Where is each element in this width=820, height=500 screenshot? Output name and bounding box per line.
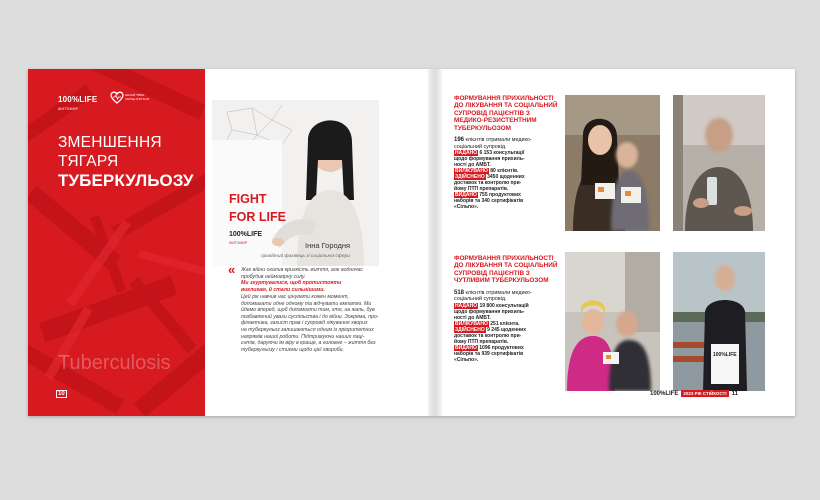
stat-text: 755 продуктових [479, 192, 521, 199]
title-line: ТУБЕРКУЛЬОЗОМ [454, 124, 511, 132]
quote-red-1: Ми згуртувалися, щоб протистояти [241, 280, 342, 287]
quote-red-2: викликам, й стали сильнішими. [241, 286, 325, 293]
page-number-right: 11 [731, 390, 738, 397]
stat-text: доставок та контролю при- [454, 180, 522, 187]
title-line-1: ЗМЕНШЕННЯ [58, 134, 162, 151]
stat-tag: ВИЛІКУВАНО [455, 168, 488, 175]
photo-man-bottle [673, 95, 765, 231]
stat-text: ності до АМБТ. [454, 314, 491, 321]
stat-text: йому ПТП препаратів. [454, 186, 509, 193]
stat-text: «Сільпо». [454, 204, 479, 211]
lead-text: клієнтів отримали медико- [465, 137, 532, 144]
photo-illustration [673, 95, 765, 231]
body-paragraph [241, 294, 391, 353]
logo-100-life: 100%LIFE [58, 95, 98, 104]
stat-text: 3450 щоденних [487, 174, 525, 181]
quote-line-1: Жах війни оголив крихкість життя, але водночас [241, 267, 364, 273]
heart-logo-icon [110, 91, 124, 105]
stat-text: наборів та 340 сертифікатів [454, 198, 524, 205]
title-bold: ТУБЕРКУЛЬОЗУ [58, 171, 194, 190]
stat-tag: ВИДАНО [455, 192, 477, 199]
banner-city: ЖИТОМИР [229, 241, 248, 245]
body-line: допомагати одне одному та відчувати емпатію. Ми [241, 300, 372, 307]
stat-tag: ЗДІЙСНЕНО [455, 174, 485, 181]
body-line: йдемо вперед, щоб допомогти тим, хто, на жаль, був [241, 307, 375, 314]
photo-illustration [565, 95, 660, 231]
book-spine [428, 69, 442, 416]
stat-text: ності до АМБТ. [454, 162, 491, 169]
person-name: Інна Городня [305, 241, 351, 250]
stat-text: 251 клієнта. [490, 320, 520, 327]
title-line: СУПРОВІД ПАЦІЄНТІВ З [454, 109, 530, 117]
photo-illustration [673, 252, 765, 391]
photo-women-outdoor [565, 252, 660, 391]
title-line-2: ТЯГАРЯ [58, 153, 119, 170]
photo-women-leaflets [565, 95, 660, 231]
stat-text: «Сільпо». [454, 356, 479, 363]
person-photo [212, 100, 379, 266]
body-line: напрямів нашої роботи. Підтримуючи наших паці- [241, 333, 365, 340]
person-role: провідний фахівець зі соціальної сфери [261, 254, 350, 259]
lead-number: 196 [454, 137, 465, 144]
stat-text: йому ПТП препаратів. [454, 338, 509, 345]
stat-text: доставок та контролю при- [454, 332, 522, 339]
bag-logo: 100%LIFE [713, 352, 737, 358]
banner-fight: FIGHT [229, 192, 267, 206]
body-line: філактика, захист прав і супровід лікування хворих [241, 320, 368, 327]
quote-icon: « [228, 262, 236, 277]
title-line: МЕДИКО-РЕЗИСТЕНТНИМ [454, 117, 537, 125]
banner-for-life: FOR LIFE [229, 210, 286, 224]
footer-logo: 100%LIFE [650, 390, 679, 397]
stat-text: 19 800 консультацій [479, 302, 529, 309]
body-line: на туберкульоз залишаються одним із пріоритетних [241, 326, 374, 333]
stat-text: 80 клієнтів. [490, 168, 519, 175]
lead-number: 518 [454, 289, 465, 296]
stat-tag: НАДАНО [455, 302, 478, 309]
body-line: Цей рік навчив нас цінувати кожен момент, [241, 294, 349, 300]
title-line: СУПРОВІД ПАЦІЄНТІВ З [454, 269, 530, 277]
stat-text: 1096 продуктових [479, 344, 524, 351]
photo-illustration [565, 252, 660, 391]
logo-city: ЖИТОМИР [58, 107, 79, 111]
body-line: єнтів, даруючи їм віру в краще, а головне – життя без [241, 340, 376, 347]
lead-text: соціальний супровід. [454, 296, 507, 303]
footer-right [650, 390, 738, 397]
partner-text: НЕХАЙ ТВОЄ СЕРЦЕ Б'ЄТЬСЯ [125, 93, 149, 101]
footer-year: 2023 РІК СТІЙКОСТІ [683, 391, 727, 396]
lead-text: соціальний супровід. [454, 143, 507, 150]
brochure-spread [28, 69, 795, 416]
quote-line-2: пробудив неймовірну силу. [241, 273, 306, 280]
stat-text: щодо формування прихиль- [454, 156, 525, 163]
body-line: позбавлений уваги суспільства і до війни. Зокрема, про- [241, 313, 379, 320]
title-line: ФОРМУВАННЯ ПРИХИЛЬНОСТІ [454, 255, 554, 262]
stat-tag: ВИЛІКУВАНО [455, 320, 488, 327]
title-line: ФОРМУВАННЯ ПРИХИЛЬНОСТІ [454, 95, 554, 102]
banner-logo: 100%LIFE [229, 231, 263, 238]
stat-text: 9 245 щоденних [487, 326, 527, 333]
title-line: ЧУТЛИВИМ ТУБЕРКУЛЬОЗОМ [454, 277, 549, 285]
stat-text: наборів та 939 сертифікатів [454, 350, 524, 357]
stat-text: 6 153 консультації [479, 150, 525, 157]
red-cover-panel [28, 69, 205, 416]
title-line: ДО ЛІКУВАННЯ ТА СОЦІАЛЬНИЙ [454, 102, 558, 110]
title-light [58, 133, 162, 171]
stat-tag: ВИДАНО [455, 344, 477, 351]
photo-man-bag [673, 252, 765, 391]
page-number-left: 10 [58, 391, 65, 397]
stat-tag: НАДАНО [455, 150, 478, 157]
watermark-text: Tuberculosis [58, 352, 171, 374]
stat-tag: ЗДІЙСНЕНО [455, 326, 485, 333]
body-line: туберкульозу і стигми щодо цієї хвороби. [241, 346, 344, 353]
title-line: ДО ЛІКУВАННЯ ТА СОЦІАЛЬНИЙ [454, 262, 558, 270]
stat-text: щодо формування прихиль- [454, 308, 525, 315]
lead-text: клієнтів отримали медико- [465, 289, 532, 296]
